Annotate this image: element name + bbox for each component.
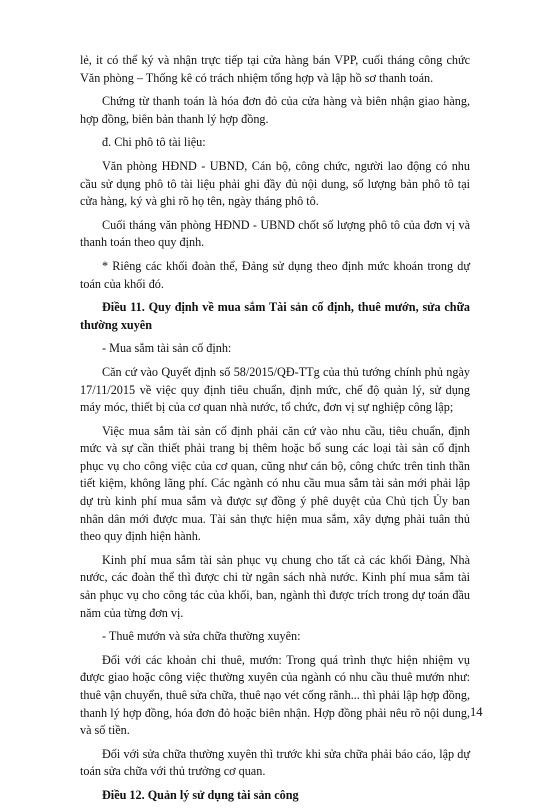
paragraph-2: Chứng từ thanh toán là hóa đơn đỏ của cửa hàng và biên nhận giao hàng, hợp đồng, biên bản thanh lý hợp đồng.: [80, 94, 470, 126]
paragraph-8: - Mua sắm tài sản cố định:: [102, 341, 232, 356]
paragraph-11: Kinh phí mua sắm tài sản phục vụ chung cho tất cả các khối Đảng, Nhà nước, các đoàn thể thì được chi từ ngân sách nhà nước. Kinh phí mua sắm tài sản phục vụ cho công tác của khối, ban, ngành thì được trích trong dự toán đầu năm của từng đơn vị.: [80, 552, 470, 620]
paragraph-6: * Riêng các khối đoàn thể, Đảng sử dụng theo định mức khoán trong dự toán của khối đó.: [80, 258, 470, 291]
paragraph-10: Việc mua sắm tài sản cố định phải căn cứ vào nhu cầu, tiêu chuẩn, định mức và sự cần thiết phải trang bị thêm hoặc bổ sung các loại tài sản cố định phục vụ cho công việc của cơ quan, cũng như cán bộ, công chức trên tinh thần tiết kiệm, không lãng phí. Các ngành có nhu cầu mua sắm tài sản mới phải lập dự trù kinh phí mua sắm và được sự đồng ý phê duyệt của Chủ tịch Ủy ban nhân dân mới được mua. Tài sản thực hiện mua sắm, xây dựng phải tuân thủ theo quy định hiện hành.: [80, 423, 470, 544]
paragraph-5: Cuối tháng văn phòng HĐND - UBND chốt số lượng phô tô của đơn vị và thanh toán theo quy định.: [80, 217, 470, 250]
article-11-heading: Điều 11. Quy định về mua sắm Tài sản cố định, thuê mướn, sửa chữa thường xuyên: [80, 300, 470, 332]
paragraph-14: Đối với sửa chữa thường xuyên thì trước khi sửa chữa phải báo cáo, lập dự toán sửa chữa với thủ trưởng cơ quan.: [80, 746, 470, 779]
paragraph-1: lẻ, it có thể ký và nhận trực tiếp tại cửa hàng bán VPP, cuối tháng công chức Văn phòng – Thống kê có trách nhiệm tổng hợp và lập hồ sơ thanh toán.: [80, 53, 470, 85]
paragraph-4: Văn phòng HĐND - UBND, Cán bộ, công chức, người lao động có nhu cầu sử dụng phô tô tài liệu phải ghi đầy đủ nội dung, số lượng bản phô tô tại cửa hàng, ký và ghi rõ họ tên, ngày tháng phô tô.: [80, 158, 470, 209]
document-page: [80, 52, 470, 811]
paragraph-13: Đối với các khoản chi thuê, mướn: Trong quá trình thực hiện nhiệm vụ được giao hoặc công việc thường xuyên của ngành có nhu cầu thuê mướn như: thuê vận chuyển, thuê sửa chữa, thuê nạo vét cống rãnh... thì phải lập hợp đồng, thanh lý hợp đồng, hóa đơn đỏ hoặc biên nhận. Hợp đồng phải nêu rõ nội dung, và số tiền.: [80, 652, 470, 738]
paragraph-9: Căn cứ vào Quyết định số 58/2015/QĐ-TTg của thủ tướng chính phủ ngày 17/11/2015 về việc quy định tiêu chuẩn, định mức, chế độ quản lý, sử dụng máy móc, thiết bị của cơ quan nhà nước, tổ chức, đơn vị sự nghiệp công lập;: [80, 364, 470, 415]
page-number: 14: [470, 705, 483, 719]
article-12-heading: Điều 12. Quản lý sử dụng tài sản công: [102, 787, 299, 802]
paragraph-12: - Thuê mướn và sửa chữa thường xuyên:: [102, 629, 301, 644]
paragraph-3: đ. Chi phô tô tài liệu:: [102, 135, 206, 150]
